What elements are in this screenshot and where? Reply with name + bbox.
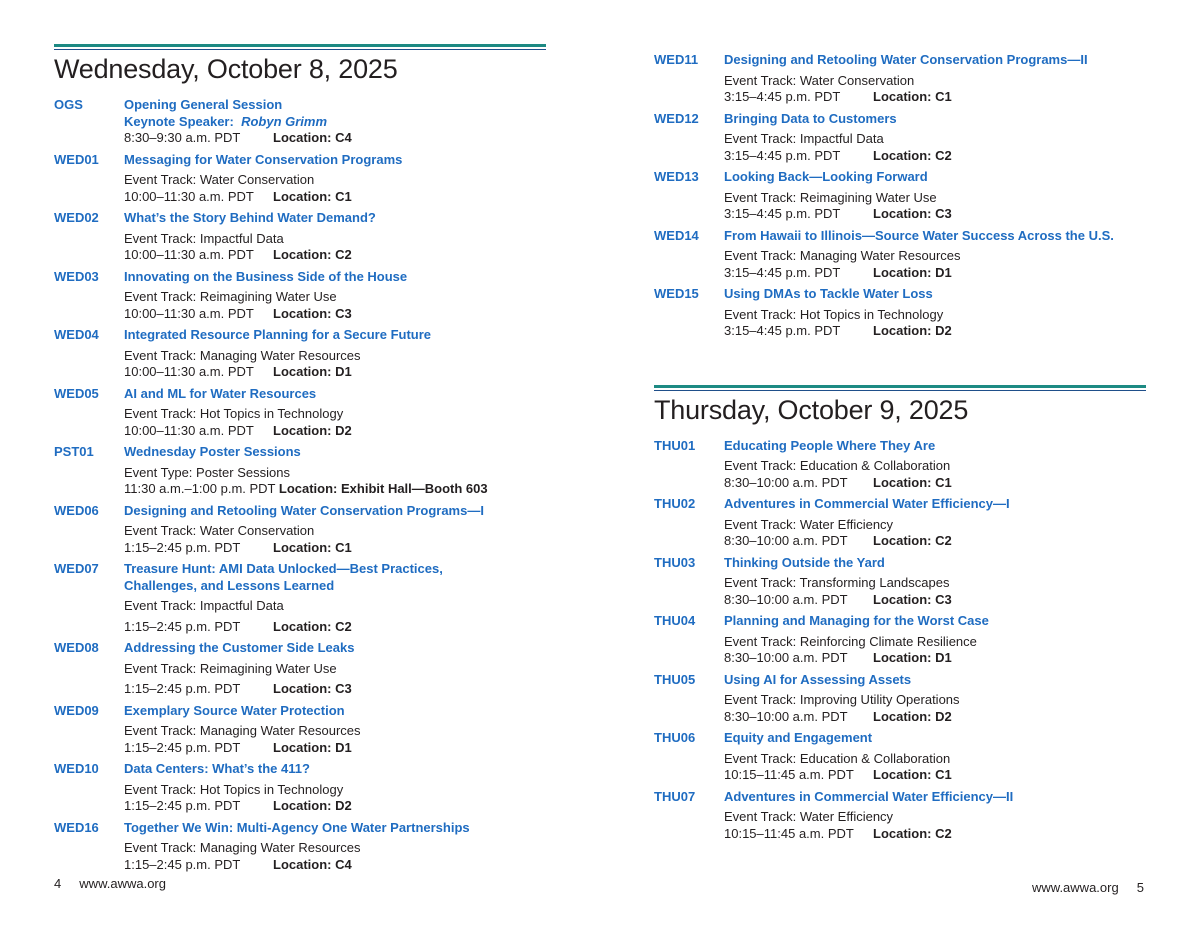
session-title: Adventures in Commercial Water Efficiency—II: [724, 788, 1014, 804]
session-title: Equity and Engagement: [724, 730, 873, 745]
session-wed12: [654, 111, 1146, 165]
footer-left: [54, 876, 166, 891]
session-track: Event Track: Water Conservation: [124, 172, 315, 187]
keynote-speaker: Robyn Grimm: [241, 113, 328, 129]
session-location: Location: C2: [873, 533, 952, 548]
session-code: THU07: [654, 788, 696, 804]
session-title: Thinking Outside the Yard: [724, 554, 885, 570]
session-location: Location: C4: [273, 856, 352, 872]
session-location: Location: D2: [873, 708, 952, 724]
session-wed04: [54, 327, 546, 381]
footer-url[interactable]: www.awwa.org: [1032, 880, 1119, 895]
session-location: Location: D2: [273, 798, 352, 813]
session-title: Data Centers: What’s the 411?: [124, 761, 310, 776]
session-location: Location: D1: [273, 739, 352, 755]
footer-right: [1032, 880, 1144, 895]
session-code: WED05: [54, 385, 99, 401]
session-title: Together We Win: Multi-Agency One Water Partnerships: [124, 819, 470, 835]
left-page: [54, 44, 546, 878]
session-title: Exemplary Source Water Protection: [124, 702, 345, 718]
session-code: WED16: [54, 819, 99, 835]
session-title: [124, 561, 546, 594]
session-ogs: [54, 97, 546, 147]
session-time: 10:00–11:30 a.m. PDT: [124, 305, 254, 321]
session-track: Event Track: Reimagining Water Use: [124, 289, 337, 304]
session-title: Educating People Where They Are: [724, 437, 936, 453]
session-title: Using DMAs to Tackle Water Loss: [724, 286, 933, 301]
session-location: Location: C1: [873, 89, 952, 104]
session-wed05: [54, 386, 546, 440]
session-wed08: [54, 640, 546, 698]
session-title: Opening General Session: [124, 97, 283, 112]
session-wed13: [654, 169, 1146, 223]
session-code: WED02: [54, 210, 99, 225]
session-time: 1:15–2:45 p.m. PDT: [124, 856, 241, 872]
session-wed03: [54, 269, 546, 323]
session-track: Event Track: Improving Utility Operations: [724, 692, 960, 707]
session-track: Event Type: Poster Sessions: [124, 464, 290, 480]
session-location: Location: D1: [873, 264, 952, 280]
session-time: 8:30–10:00 a.m. PDT: [724, 650, 848, 665]
session-location: Location: C2: [873, 825, 952, 841]
session-title: What’s the Story Behind Water Demand?: [124, 210, 376, 225]
session-location: Location: C2: [273, 618, 352, 634]
session-title: Integrated Resource Planning for a Secure Future: [124, 327, 432, 342]
session-title: From Hawaii to Illinois—Source Water Success Across the U.S.: [724, 227, 1114, 243]
section-rule: [54, 44, 546, 50]
session-thu05: [654, 672, 1146, 726]
session-wed07: [54, 561, 546, 635]
session-code: THU03: [654, 554, 696, 570]
session-wed16: [54, 820, 546, 874]
session-code: THU02: [654, 496, 696, 511]
session-location: Location: C3: [273, 305, 352, 321]
session-title-line2: Challenges, and Lessons Learned: [124, 577, 335, 593]
session-track: Event Track: Hot Topics in Technology: [124, 781, 344, 797]
session-time: 3:15–4:45 p.m. PDT: [724, 89, 841, 104]
session-location: Location: C4: [273, 130, 352, 145]
session-code: WED12: [654, 110, 699, 126]
session-time: 8:30–10:00 a.m. PDT: [724, 591, 848, 607]
session-code: OGS: [54, 97, 83, 112]
session-time: 8:30–10:00 a.m. PDT: [724, 474, 848, 490]
session-location: Location: C1: [873, 474, 952, 490]
session-code: THU04: [654, 613, 696, 628]
session-code: WED04: [54, 327, 99, 342]
session-thu06: [654, 730, 1146, 784]
session-thu02: [654, 496, 1146, 550]
session-time: 3:15–4:45 p.m. PDT: [724, 323, 841, 338]
session-thu01: [654, 438, 1146, 492]
session-track: Event Track: Education & Collaboration: [724, 750, 951, 766]
session-title: Innovating on the Business Side of the House: [124, 268, 408, 284]
session-location: Location: C2: [873, 147, 952, 163]
session-time: 10:15–11:45 a.m. PDT: [724, 825, 854, 841]
session-track: Event Track: Managing Water Resources: [124, 840, 361, 855]
session-track: Event Track: Impactful Data: [124, 230, 284, 246]
session-track: Event Track: Reimagining Water Use: [124, 660, 337, 676]
session-location: Location: D1: [873, 650, 952, 665]
right-page: [654, 52, 1146, 847]
session-time: 1:15–2:45 p.m. PDT: [124, 539, 241, 555]
session-code: WED03: [54, 268, 99, 284]
session-time: 1:15–2:45 p.m. PDT: [124, 618, 241, 634]
session-track: Event Track: Reinforcing Climate Resilience: [724, 633, 977, 649]
session-track: Event Track: Managing Water Resources: [124, 347, 361, 363]
session-location: Location: C1: [273, 539, 352, 555]
session-track: Event Track: Water Conservation: [124, 523, 315, 538]
session-location: Location: D2: [273, 422, 352, 438]
session-code: WED15: [654, 286, 699, 301]
session-location: Location: C1: [873, 767, 952, 782]
session-title: Designing and Retooling Water Conservation Programs—I: [124, 502, 484, 518]
session-code: WED13: [654, 169, 699, 184]
session-code: WED11: [654, 52, 699, 67]
session-time: 10:00–11:30 a.m. PDT: [124, 188, 254, 204]
session-code: WED08: [54, 640, 99, 655]
session-title: Messaging for Water Conservation Programs: [124, 151, 403, 167]
session-track: Event Track: Reimagining Water Use: [724, 189, 937, 205]
session-time: 10:15–11:45 a.m. PDT: [724, 767, 854, 782]
session-location: Location: Exhibit Hall—Booth 603: [278, 481, 488, 496]
session-location: Location: C3: [273, 681, 352, 696]
session-location: Location: C1: [273, 188, 352, 204]
session-track: Event Track: Impactful Data: [124, 598, 284, 613]
session-thu03: [654, 555, 1146, 609]
session-time: 3:15–4:45 p.m. PDT: [724, 264, 841, 280]
session-wed11: [654, 52, 1146, 106]
session-time: 10:00–11:30 a.m. PDT: [124, 422, 254, 438]
session-wed09: [54, 703, 546, 757]
page-number: 5: [1136, 880, 1144, 895]
session-time: 8:30–10:00 a.m. PDT: [724, 708, 848, 724]
keynote-label: Keynote Speaker:: [124, 113, 234, 129]
session-track: Event Track: Managing Water Resources: [724, 248, 961, 263]
session-time: 3:15–4:45 p.m. PDT: [724, 206, 841, 221]
session-title: Wednesday Poster Sessions: [124, 444, 301, 459]
session-track: Event Track: Managing Water Resources: [124, 723, 361, 738]
session-wed14: [654, 228, 1146, 282]
wednesday-heading: Wednesday, October 8, 2025: [54, 54, 398, 84]
session-wed06: [54, 503, 546, 557]
session-time: 8:30–10:00 a.m. PDT: [724, 533, 848, 548]
session-time: 1:15–2:45 p.m. PDT: [124, 798, 241, 813]
session-wed10: [54, 761, 546, 815]
session-track: Event Track: Hot Topics in Technology: [124, 406, 344, 421]
session-code: THU05: [654, 671, 696, 687]
session-title: Looking Back—Looking Forward: [724, 169, 928, 184]
session-location: Location: D1: [273, 364, 352, 379]
session-track: Event Track: Hot Topics in Technology: [724, 306, 944, 322]
session-title: Addressing the Customer Side Leaks: [124, 640, 355, 655]
session-time: 8:30–9:30 a.m. PDT: [124, 130, 241, 145]
session-title: Bringing Data to Customers: [724, 110, 897, 126]
session-code: THU01: [654, 437, 696, 453]
session-code: WED07: [54, 561, 99, 576]
keynote-line: [124, 114, 546, 131]
session-code: THU06: [654, 730, 696, 745]
session-track: Event Track: Education & Collaboration: [724, 458, 951, 473]
session-thu07: [654, 789, 1146, 843]
session-time: 1:15–2:45 p.m. PDT: [124, 739, 241, 755]
session-location: Location: C3: [873, 206, 952, 221]
session-track: Event Track: Water Conservation: [724, 72, 915, 88]
session-title: Planning and Managing for the Worst Case: [724, 613, 989, 628]
session-track: Event Track: Transforming Landscapes: [724, 575, 950, 590]
thursday-heading: Thursday, October 9, 2025: [654, 394, 969, 425]
session-code: PST01: [54, 444, 94, 459]
session-location: Location: C2: [273, 247, 352, 262]
session-time: 3:15–4:45 p.m. PDT: [724, 147, 841, 163]
session-time: 1:15–2:45 p.m. PDT: [124, 681, 241, 696]
session-code: WED06: [54, 502, 99, 518]
session-code: WED09: [54, 702, 99, 718]
session-pst01: [54, 444, 546, 498]
session-time: 10:00–11:30 a.m. PDT: [124, 364, 254, 379]
session-track: Event Track: Impactful Data: [724, 131, 884, 146]
session-title-line1: Treasure Hunt: AMI Data Unlocked—Best Practices,: [124, 561, 443, 576]
session-code: WED10: [54, 761, 99, 776]
session-wed02: [54, 210, 546, 264]
session-code: WED14: [654, 227, 699, 243]
section-rule: [654, 385, 1146, 391]
session-track: Event Track: Water Efficiency: [724, 809, 894, 824]
session-wed01: [54, 152, 546, 206]
session-title: Using AI for Assessing Assets: [724, 671, 912, 687]
session-title: Adventures in Commercial Water Efficiency—I: [724, 496, 1010, 511]
session-track: Event Track: Water Efficiency: [724, 516, 894, 532]
session-thu04: [654, 613, 1146, 667]
footer-url[interactable]: www.awwa.org: [79, 876, 166, 891]
session-title: Designing and Retooling Water Conservation Programs—II: [724, 52, 1088, 67]
session-time: 11:30 a.m.–1:00 p.m. PDT: [124, 481, 276, 496]
session-location: Location: C3: [873, 591, 952, 607]
session-time: 10:00–11:30 a.m. PDT: [124, 247, 254, 262]
session-title: AI and ML for Water Resources: [124, 385, 317, 401]
page-number: 4: [54, 876, 62, 891]
session-wed15: [654, 286, 1146, 340]
session-code: WED01: [54, 151, 99, 167]
session-location: Location: D2: [873, 323, 952, 338]
